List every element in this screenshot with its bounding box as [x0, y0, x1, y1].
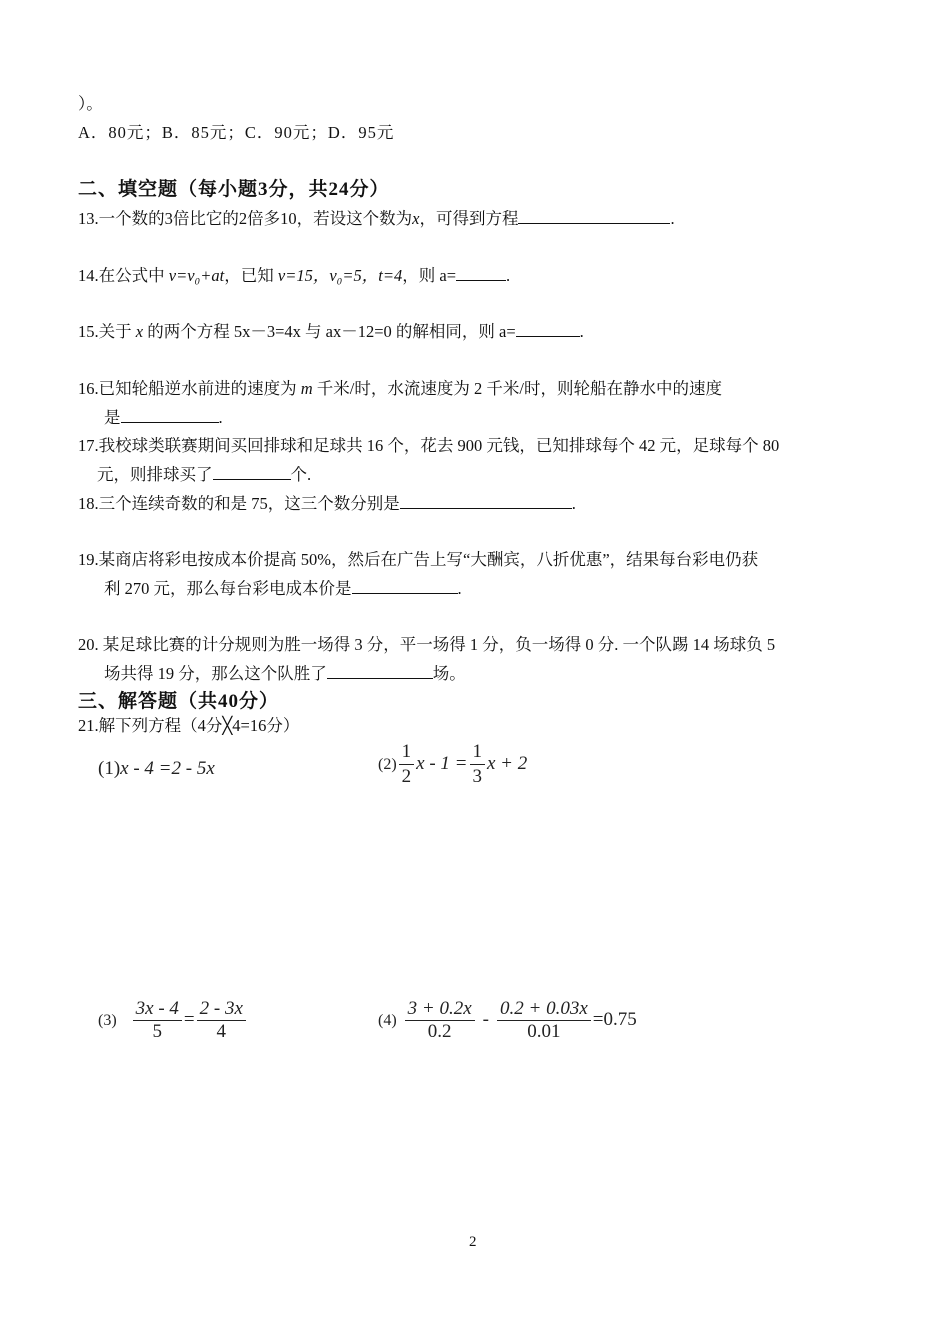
- question-15: [78, 318, 584, 342]
- eq4-f1-denominator: 0.2: [427, 1021, 452, 1042]
- question-16-line-2: [104, 404, 223, 428]
- eq2-tail: x + 2: [487, 752, 528, 774]
- q14-formula: v=v₀+at: [168, 266, 225, 285]
- q13-text-2: ，可得到方程: [419, 209, 519, 228]
- q20-answer-blank[interactable]: [327, 663, 433, 679]
- equation-3: [98, 998, 248, 1043]
- eq2-f2-numerator: 1: [470, 740, 486, 765]
- page-number: 2: [469, 1234, 477, 1250]
- q19-end: .: [457, 579, 462, 598]
- question-19-line-2: [104, 575, 462, 599]
- question-17-line-2: [97, 461, 311, 485]
- eq4-f1-numerator: 3 + 0.2x: [405, 998, 475, 1021]
- q14-mid: ，已知: [224, 266, 278, 285]
- q16-text: 16.已知轮船逆水前进的速度为: [78, 379, 301, 398]
- q17-line2: 元，则排球买了: [97, 465, 213, 484]
- eq2-middle: x - 1 =: [416, 752, 468, 774]
- eq2-fraction-2: [470, 740, 486, 789]
- q14-answer-blank[interactable]: [456, 265, 506, 281]
- question-20: 20. 某足球比赛的计分规则为胜一场得 3 分，平一场得 1 分，负一场得 0 分. 一个队踢 14 场球负 5: [78, 635, 776, 654]
- eq2-f1-denominator: 2: [401, 766, 412, 787]
- eq2-label: (2): [378, 755, 397, 773]
- q18-text: 18.三个连续奇数的和是 75，这三个数分别是: [78, 494, 400, 513]
- question-17: 17.我校球类联赛期间买回排球和足球共 16 个，花去 900 元钱，已知排球每个 42 元，足球每个 80: [78, 436, 780, 455]
- q16-text-2: 千米/时，水流速度为 2 千米/时，则轮船在静水中的速度: [312, 379, 722, 398]
- eq4-minus: -: [482, 1008, 489, 1030]
- q18-end: .: [571, 494, 576, 513]
- q18-answer-blank[interactable]: [400, 493, 572, 509]
- eq3-f1-denominator: 5: [152, 1021, 163, 1042]
- eq4-fraction-2: [497, 998, 591, 1043]
- q20-line2-end: 场。: [432, 664, 466, 683]
- q16-answer-blank[interactable]: [121, 407, 219, 423]
- q15-text: 15.关于: [78, 322, 136, 341]
- eq2-f1-numerator: 1: [399, 740, 415, 765]
- eq4-f2-denominator: 0.01: [527, 1021, 561, 1042]
- question-16: [78, 375, 722, 399]
- eq3-f2-numerator: 2 - 3x: [197, 998, 246, 1021]
- q13-text: 13.一个数的3倍比它的2倍多10，若设这个数为: [78, 209, 413, 228]
- equation-4: [378, 998, 637, 1043]
- eq4-rhs: =0.75: [592, 1008, 637, 1030]
- q17-line2-end: 个.: [290, 465, 312, 484]
- equation-1: [98, 758, 215, 780]
- question-13: [78, 205, 675, 229]
- q14-end: .: [506, 266, 511, 285]
- eq3-fraction-1: [133, 998, 182, 1043]
- eq3-label: (3): [98, 1011, 117, 1029]
- eq4-f2-numerator: 0.2 + 0.03x: [497, 998, 591, 1021]
- eq2-f2-denominator: 3: [472, 766, 482, 787]
- question-21: 21.解下列方程（4分╳4=16分）: [78, 716, 300, 735]
- question-14: [78, 262, 510, 286]
- section-2-title: 二、填空题（每小题3分，共24分）: [78, 179, 390, 200]
- question-18: [78, 490, 576, 514]
- q19-line2: 利 270 元，那么每台彩电成本价是: [104, 579, 352, 598]
- q13-answer-blank[interactable]: [518, 208, 670, 224]
- section-3-title: 三、解答题（共40分）: [78, 691, 280, 712]
- q15-var: x: [135, 322, 144, 341]
- q20-line2: 场共得 19 分，那么这个队胜了: [104, 664, 327, 683]
- eq3-f1-numerator: 3x - 4: [133, 998, 182, 1021]
- question-19: 19.某商店将彩电按成本价提高 50%，然后在广告上写“大酬宾，八折优惠”，结果每台彩电仍获: [78, 550, 759, 569]
- eq2-fraction-1: [399, 740, 415, 789]
- q15-end: .: [579, 322, 584, 341]
- eq4-fraction-1: [405, 998, 475, 1043]
- q16-line2: 是: [104, 408, 121, 427]
- q13-var: x: [412, 209, 420, 228]
- q15-answer-blank[interactable]: [516, 321, 580, 337]
- q16-end: .: [218, 408, 223, 427]
- q14-text: 14.在公式中: [78, 266, 169, 285]
- eq1-label: (1): [98, 758, 121, 779]
- eq3-equals: =: [183, 1008, 195, 1030]
- q13-end: .: [670, 209, 675, 228]
- q14-ask: ，则 a=: [402, 266, 457, 285]
- equation-2: [378, 740, 527, 789]
- question-20-line-2: [104, 660, 466, 684]
- eq1-expression: x - 4 =2 - 5x: [120, 758, 215, 779]
- answer-options: A．80元；B．85元；C．90元；D．95元: [78, 123, 395, 142]
- q17-answer-blank[interactable]: [213, 464, 291, 480]
- q19-answer-blank[interactable]: [352, 578, 458, 594]
- prev-question-tail: ）。: [78, 94, 103, 113]
- q16-var: m: [300, 379, 313, 398]
- eq3-fraction-2: [197, 998, 246, 1043]
- eq3-f2-denominator: 4: [216, 1021, 227, 1042]
- eq4-label: (4): [378, 1011, 397, 1029]
- q15-mid: 的两个方程 5x－3=4x 与 ax－12=0 的解相同，则 a=: [143, 322, 516, 341]
- q14-given: v=15，v₀=5，t=4: [277, 266, 403, 285]
